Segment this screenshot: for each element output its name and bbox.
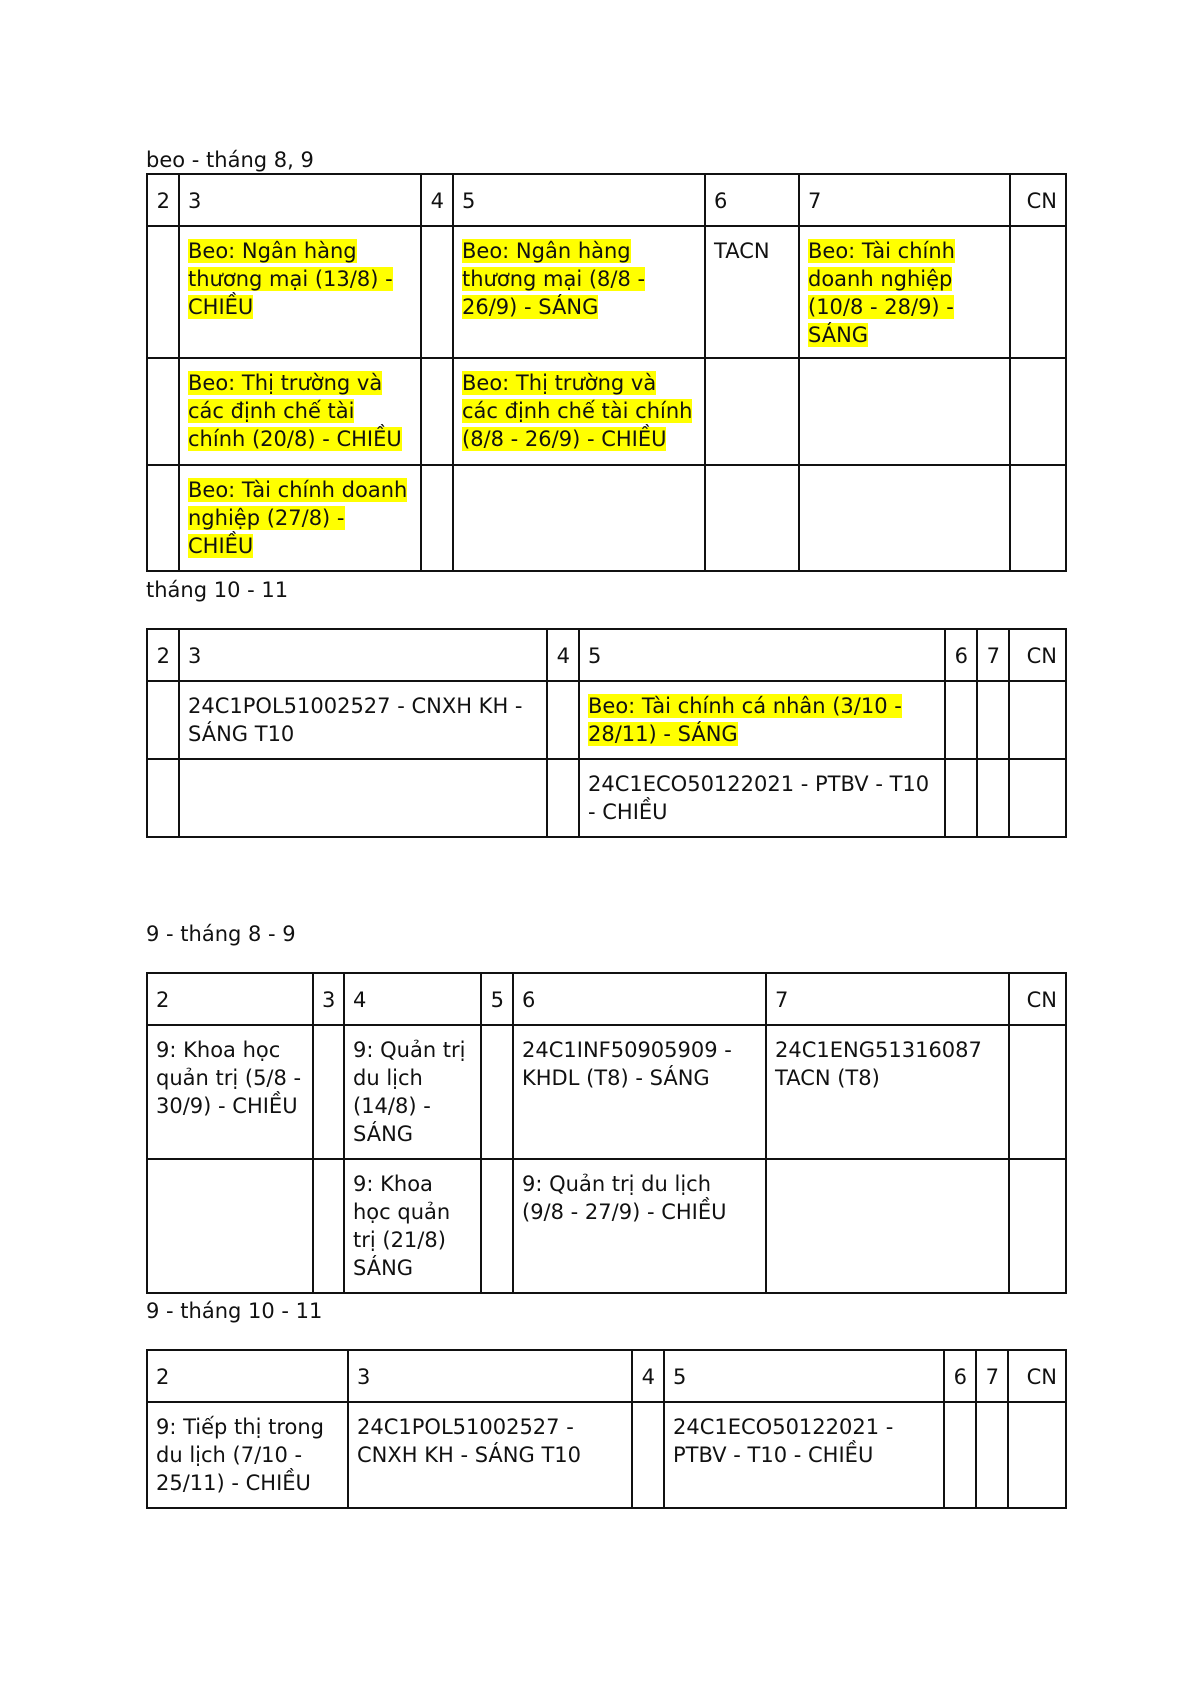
day-header: 3 (179, 174, 421, 226)
table-cell (705, 358, 799, 465)
table-cell (579, 759, 945, 837)
class-entry: Beo: Thị trường và các định chế tài chính (8/8 - 26/9) - CHIỀU (462, 371, 693, 451)
table-cell (766, 1025, 1009, 1159)
day-header: 2 (147, 629, 179, 681)
class-entry: Beo: Tài chính doanh nghiệp (27/8) - CHIỀU (188, 478, 408, 558)
schedule-table (146, 173, 1067, 572)
class-entry: 9: Tiếp thị trong du lịch (7/10 - 25/11) - CHIỀU (156, 1415, 324, 1495)
day-header: 5 (453, 174, 705, 226)
day-header: 2 (147, 1350, 348, 1402)
day-header: 4 (547, 629, 579, 681)
schedule-table (146, 1349, 1067, 1509)
table-cell (313, 1025, 344, 1159)
table-cell (705, 465, 799, 571)
day-header: 6 (945, 629, 977, 681)
day-header: 4 (344, 973, 481, 1025)
day-header: 5 (481, 973, 513, 1025)
table-cell (453, 358, 705, 465)
table-row (147, 226, 1066, 358)
table-cell (513, 1159, 766, 1293)
day-header: 7 (976, 1350, 1008, 1402)
table-row (147, 358, 1066, 465)
table-cell (547, 759, 579, 837)
table-row (147, 1159, 1066, 1293)
table-cell (1009, 1159, 1066, 1293)
table-cell (147, 759, 179, 837)
day-header: 3 (179, 629, 547, 681)
table-cell (344, 1159, 481, 1293)
table-cell (976, 1402, 1008, 1508)
header-row (147, 973, 1066, 1025)
day-header: 5 (579, 629, 945, 681)
day-header: CN (1009, 973, 1066, 1025)
table-cell (179, 226, 421, 358)
table-cell (147, 358, 179, 465)
table-cell (481, 1025, 513, 1159)
table-cell (799, 226, 1010, 358)
table-cell (1010, 358, 1066, 465)
table-cell (453, 226, 705, 358)
table-cell (179, 358, 421, 465)
table-cell (766, 1159, 1009, 1293)
class-entry: TACN (714, 239, 770, 263)
day-header: 6 (513, 973, 766, 1025)
section-heading: 9 - tháng 10 - 11 (146, 1299, 323, 1323)
table-cell (179, 759, 547, 837)
table-cell (313, 1159, 344, 1293)
section-heading: 9 - tháng 8 - 9 (146, 922, 296, 946)
section-heading: tháng 10 - 11 (146, 578, 289, 602)
day-header: 5 (664, 1350, 944, 1402)
class-entry: Beo: Tài chính doanh nghiệp (10/8 - 28/9) - SÁNG (808, 239, 955, 347)
section-heading: beo - tháng 8, 9 (146, 148, 314, 172)
class-entry: 9: Quản trị du lịch (9/8 - 27/9) - CHIỀU (522, 1172, 727, 1224)
table-row (147, 465, 1066, 571)
table-cell (977, 681, 1009, 759)
table-row (147, 1025, 1066, 1159)
table-cell (421, 226, 453, 358)
class-entry: 24C1ENG51316087 TACN (T8) (775, 1038, 982, 1090)
table-cell (799, 465, 1010, 571)
class-entry: 24C1POL51002527 - CNXH KH - SÁNG T10 (357, 1415, 582, 1467)
day-header: 4 (421, 174, 453, 226)
schedule-table (146, 972, 1067, 1294)
table-row (147, 681, 1066, 759)
class-entry: Beo: Ngân hàng thương mại (8/8 - 26/9) - SÁNG (462, 239, 646, 319)
day-header: 2 (147, 174, 179, 226)
table-cell (579, 681, 945, 759)
class-entry: 24C1INF50905909 - KHDL (T8) - SÁNG (522, 1038, 732, 1090)
class-entry: 24C1ECO50122021 - PTBV - T10 - CHIỀU (673, 1415, 894, 1467)
table-cell (147, 1025, 313, 1159)
table-cell (421, 358, 453, 465)
table-cell (453, 465, 705, 571)
header-row (147, 629, 1066, 681)
day-header: 3 (313, 973, 344, 1025)
table-cell (1009, 681, 1066, 759)
table-cell (547, 681, 579, 759)
day-header: 2 (147, 973, 313, 1025)
day-header: 6 (705, 174, 799, 226)
table-cell (1010, 226, 1066, 358)
table-cell (1010, 465, 1066, 571)
table-cell (632, 1402, 664, 1508)
table-cell (147, 1159, 313, 1293)
table-cell (945, 759, 977, 837)
table-cell (147, 1402, 348, 1508)
table-cell (945, 681, 977, 759)
day-header: 7 (799, 174, 1010, 226)
class-entry: 24C1ECO50122021 - PTBV - T10 - CHIỀU (588, 772, 930, 824)
table-cell (421, 465, 453, 571)
table-cell (348, 1402, 632, 1508)
day-header: 7 (977, 629, 1009, 681)
table-cell (944, 1402, 976, 1508)
table-cell (179, 465, 421, 571)
table-cell (513, 1025, 766, 1159)
day-header: 3 (348, 1350, 632, 1402)
table-cell (344, 1025, 481, 1159)
table-cell (664, 1402, 944, 1508)
table-cell (1008, 1402, 1066, 1508)
table-cell (147, 465, 179, 571)
class-entry: 24C1POL51002527 - CNXH KH - SÁNG T10 (188, 694, 523, 746)
day-header: 6 (944, 1350, 976, 1402)
table-cell (799, 358, 1010, 465)
day-header: CN (1009, 629, 1066, 681)
class-entry: Beo: Thị trường và các định chế tài chính (20/8) - CHIỀU (188, 371, 402, 451)
table-cell (179, 681, 547, 759)
class-entry: 9: Quản trị du lịch (14/8) - SÁNG (353, 1038, 466, 1146)
table-cell (1009, 759, 1066, 837)
table-cell (147, 226, 179, 358)
header-row (147, 174, 1066, 226)
class-entry: Beo: Tài chính cá nhân (3/10 - 28/11) - SÁNG (588, 694, 902, 746)
table-cell (1009, 1025, 1066, 1159)
table-row (147, 759, 1066, 837)
day-header: CN (1008, 1350, 1066, 1402)
table-cell (147, 681, 179, 759)
day-header: 7 (766, 973, 1009, 1025)
class-entry: 9: Khoa học quản trị (21/8) SÁNG (353, 1172, 451, 1280)
class-entry: Beo: Ngân hàng thương mại (13/8) - CHIỀU (188, 239, 393, 319)
day-header: CN (1010, 174, 1066, 226)
table-cell (977, 759, 1009, 837)
table-cell (705, 226, 799, 358)
header-row (147, 1350, 1066, 1402)
day-header: 4 (632, 1350, 664, 1402)
table-cell (481, 1159, 513, 1293)
table-row (147, 1402, 1066, 1508)
schedule-table (146, 628, 1067, 838)
class-entry: 9: Khoa học quản trị (5/8 - 30/9) - CHIỀU (156, 1038, 302, 1118)
